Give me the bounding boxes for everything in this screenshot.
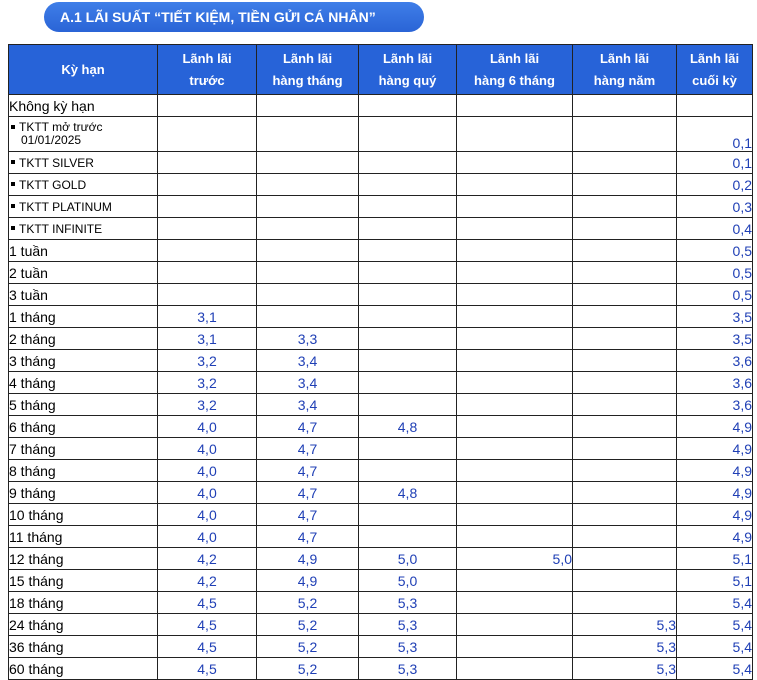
term-label-text: 12 tháng <box>9 550 64 567</box>
table-row <box>9 117 753 152</box>
section-title: A.1 LÃI SUẤT “TIẾT KIỆM, TIỀN GỬI CÁ NHÂN” <box>44 2 424 32</box>
rate-cell-annual <box>573 218 677 240</box>
rate-cell-upfront: 3,1 <box>158 306 257 328</box>
rate-cell-monthly <box>257 306 359 328</box>
rate-cell-monthly <box>257 196 359 218</box>
table-row <box>9 636 753 658</box>
rate-cell-annual <box>573 460 677 482</box>
bullet-icon <box>11 160 15 164</box>
table-row <box>9 152 753 174</box>
rate-cell-semiannual <box>457 438 573 460</box>
rate-cell-monthly: 5,2 <box>257 658 359 680</box>
rate-cell-maturity: 4,9 <box>677 438 753 460</box>
term-label <box>9 504 158 526</box>
term-label <box>9 328 158 350</box>
rate-cell-maturity: 3,6 <box>677 350 753 372</box>
rate-cell-semiannual <box>457 636 573 658</box>
rate-cell-monthly: 4,9 <box>257 570 359 592</box>
term-label-text: Không kỳ hạn <box>9 97 95 114</box>
rate-cell-maturity: 0,1 <box>677 152 753 174</box>
rate-cell-quarterly <box>359 240 457 262</box>
rate-cell-semiannual <box>457 284 573 306</box>
table-row <box>9 218 753 240</box>
rate-cell-monthly: 4,7 <box>257 504 359 526</box>
term-label <box>9 460 158 482</box>
table-row <box>9 526 753 548</box>
table-row <box>9 306 753 328</box>
table-row <box>9 174 753 196</box>
rate-cell-quarterly <box>359 372 457 394</box>
term-label <box>9 117 158 152</box>
rate-cell-semiannual <box>457 328 573 350</box>
rate-cell-quarterly <box>359 438 457 460</box>
rate-cell-upfront: 3,2 <box>158 394 257 416</box>
rate-cell-quarterly <box>359 95 457 117</box>
term-label-text: 10 tháng <box>9 506 64 523</box>
rate-cell-monthly <box>257 262 359 284</box>
rate-cell-annual: 5,3 <box>573 658 677 680</box>
term-label-text: TKTT PLATINUM <box>19 199 112 214</box>
bullet-icon <box>11 226 15 230</box>
rate-cell-upfront: 4,0 <box>158 416 257 438</box>
rate-cell-annual <box>573 438 677 460</box>
rate-cell-semiannual <box>457 526 573 548</box>
rate-cell-quarterly <box>359 328 457 350</box>
rate-cell-maturity: 5,4 <box>677 658 753 680</box>
rate-cell-semiannual <box>457 460 573 482</box>
table-row <box>9 438 753 460</box>
rate-cell-maturity: 5,4 <box>677 614 753 636</box>
rate-cell-upfront <box>158 196 257 218</box>
rate-cell-upfront: 4,0 <box>158 460 257 482</box>
table-row <box>9 548 753 570</box>
rate-cell-upfront <box>158 240 257 262</box>
rate-cell-quarterly: 5,3 <box>359 636 457 658</box>
term-label <box>9 394 158 416</box>
rate-cell-upfront: 4,5 <box>158 636 257 658</box>
term-label-text: 3 tháng <box>9 352 56 369</box>
term-label <box>9 614 158 636</box>
rate-cell-maturity: 4,9 <box>677 526 753 548</box>
term-label-text: 9 tháng <box>9 484 56 501</box>
rate-cell-quarterly: 5,3 <box>359 592 457 614</box>
rate-cell-upfront: 4,2 <box>158 570 257 592</box>
table-row <box>9 592 753 614</box>
bullet-icon <box>11 204 15 208</box>
term-label-text: 6 tháng <box>9 418 56 435</box>
term-label <box>9 95 158 117</box>
rate-cell-maturity: 0,4 <box>677 218 753 240</box>
rate-cell-semiannual <box>457 350 573 372</box>
rate-cell-semiannual <box>457 614 573 636</box>
rate-cell-maturity: 3,5 <box>677 306 753 328</box>
rate-cell-upfront <box>158 262 257 284</box>
rate-cell-upfront <box>158 174 257 196</box>
rate-cell-annual <box>573 372 677 394</box>
rate-cell-semiannual <box>457 394 573 416</box>
term-label <box>9 636 158 658</box>
term-label-text: 11 tháng <box>9 528 63 545</box>
rate-cell-annual <box>573 196 677 218</box>
header-interest-quarterly: Lãnh lãi hàng quý <box>359 45 457 95</box>
rate-cell-annual <box>573 350 677 372</box>
rate-cell-semiannual <box>457 658 573 680</box>
term-label <box>9 548 158 570</box>
term-label <box>9 262 158 284</box>
rate-cell-annual <box>573 526 677 548</box>
term-label <box>9 350 158 372</box>
header-interest-annual: Lãnh lãi hàng năm <box>573 45 677 95</box>
rate-cell-annual <box>573 174 677 196</box>
rate-cell-monthly <box>257 152 359 174</box>
term-label <box>9 526 158 548</box>
rate-cell-semiannual <box>457 218 573 240</box>
rate-cell-quarterly: 5,3 <box>359 614 457 636</box>
rate-cell-quarterly <box>359 174 457 196</box>
term-label <box>9 196 158 218</box>
rate-cell-maturity: 5,4 <box>677 592 753 614</box>
rate-cell-maturity <box>677 95 753 117</box>
bullet-icon <box>11 125 15 129</box>
rate-cell-monthly: 5,2 <box>257 614 359 636</box>
rate-cell-maturity: 0,3 <box>677 196 753 218</box>
rate-cell-upfront: 4,5 <box>158 658 257 680</box>
rate-cell-semiannual <box>457 262 573 284</box>
rate-cell-maturity: 3,6 <box>677 394 753 416</box>
rate-cell-monthly: 3,3 <box>257 328 359 350</box>
rate-cell-semiannual <box>457 196 573 218</box>
rate-cell-upfront: 4,0 <box>158 526 257 548</box>
rate-cell-annual <box>573 504 677 526</box>
rate-cell-maturity: 4,9 <box>677 504 753 526</box>
term-label-text-line2: 01/01/2025 <box>21 133 82 147</box>
rate-cell-quarterly: 5,0 <box>359 548 457 570</box>
rate-cell-annual <box>573 117 677 152</box>
term-label <box>9 174 158 196</box>
table-row <box>9 460 753 482</box>
rate-cell-monthly <box>257 218 359 240</box>
rate-cell-maturity: 5,1 <box>677 548 753 570</box>
rate-cell-semiannual: 5,0 <box>457 548 573 570</box>
term-label-text: TKTT INFINITE <box>19 221 103 236</box>
rate-cell-annual <box>573 548 677 570</box>
rate-cell-quarterly <box>359 460 457 482</box>
rate-cell-upfront: 4,5 <box>158 592 257 614</box>
rate-cell-upfront: 3,1 <box>158 328 257 350</box>
rate-cell-quarterly <box>359 284 457 306</box>
table-row <box>9 658 753 680</box>
table-row <box>9 482 753 504</box>
rate-cell-semiannual <box>457 570 573 592</box>
table-row <box>9 262 753 284</box>
term-label-text: 5 tháng <box>9 396 56 413</box>
term-label-text: 4 tháng <box>9 374 56 391</box>
table-row <box>9 394 753 416</box>
term-label <box>9 306 158 328</box>
rate-cell-monthly: 3,4 <box>257 350 359 372</box>
rate-cell-annual <box>573 570 677 592</box>
table-row <box>9 614 753 636</box>
table-row <box>9 284 753 306</box>
rate-cell-monthly: 5,2 <box>257 636 359 658</box>
term-label <box>9 482 158 504</box>
rate-cell-semiannual <box>457 482 573 504</box>
rate-cell-upfront <box>158 152 257 174</box>
rate-cell-quarterly: 5,3 <box>359 658 457 680</box>
term-label-text: TKTT mở trước <box>19 120 103 134</box>
rate-cell-maturity: 0,5 <box>677 262 753 284</box>
term-label-text: 24 tháng <box>9 616 64 633</box>
rate-cell-quarterly: 4,8 <box>359 482 457 504</box>
rate-cell-maturity: 5,4 <box>677 636 753 658</box>
rate-cell-annual <box>573 306 677 328</box>
rate-cell-quarterly <box>359 196 457 218</box>
term-label <box>9 570 158 592</box>
rate-cell-monthly: 3,4 <box>257 372 359 394</box>
rate-cell-semiannual <box>457 592 573 614</box>
term-label <box>9 218 158 240</box>
rate-cell-quarterly: 4,8 <box>359 416 457 438</box>
rate-cell-annual <box>573 394 677 416</box>
rate-cell-semiannual <box>457 174 573 196</box>
table-row <box>9 372 753 394</box>
term-label <box>9 284 158 306</box>
rate-cell-maturity: 4,9 <box>677 460 753 482</box>
rate-cell-upfront: 4,0 <box>158 482 257 504</box>
rate-cell-maturity: 0,2 <box>677 174 753 196</box>
rate-cell-maturity: 4,9 <box>677 416 753 438</box>
table-row <box>9 350 753 372</box>
term-label <box>9 438 158 460</box>
rate-cell-upfront: 3,2 <box>158 350 257 372</box>
rate-cell-quarterly <box>359 350 457 372</box>
header-term: Kỳ hạn <box>9 45 158 95</box>
table-row <box>9 95 753 117</box>
rate-cell-upfront <box>158 218 257 240</box>
interest-rate-table <box>8 44 753 680</box>
rate-cell-annual <box>573 152 677 174</box>
rate-cell-annual <box>573 95 677 117</box>
term-label-text: 2 tháng <box>9 330 56 347</box>
term-label-text: 2 tuần <box>9 264 48 281</box>
term-label-text: 1 tuần <box>9 242 48 259</box>
rate-cell-upfront: 3,2 <box>158 372 257 394</box>
rate-cell-quarterly <box>359 526 457 548</box>
rate-cell-upfront <box>158 284 257 306</box>
rate-cell-annual: 5,3 <box>573 636 677 658</box>
table-row <box>9 240 753 262</box>
rate-cell-quarterly <box>359 504 457 526</box>
rate-cell-maturity: 0,1 <box>677 117 753 152</box>
header-interest-semiannual: Lãnh lãi hàng 6 tháng <box>457 45 573 95</box>
header-interest-maturity: Lãnh lãi cuối kỳ <box>677 45 753 95</box>
table-header-row <box>9 45 753 95</box>
rate-cell-semiannual <box>457 117 573 152</box>
table-row <box>9 504 753 526</box>
term-label-text: 60 tháng <box>9 660 64 677</box>
rate-cell-monthly: 4,9 <box>257 548 359 570</box>
rate-cell-monthly: 4,7 <box>257 460 359 482</box>
rate-cell-quarterly <box>359 218 457 240</box>
rate-cell-monthly <box>257 95 359 117</box>
rate-cell-monthly <box>257 117 359 152</box>
header-interest-upfront: Lãnh lãi trước <box>158 45 257 95</box>
rate-cell-annual <box>573 284 677 306</box>
rate-cell-annual <box>573 262 677 284</box>
term-label-text: TKTT GOLD <box>19 177 87 192</box>
rate-cell-upfront: 4,0 <box>158 438 257 460</box>
rate-cell-semiannual <box>457 504 573 526</box>
rate-cell-semiannual <box>457 416 573 438</box>
rate-cell-monthly <box>257 174 359 196</box>
rate-cell-monthly: 5,2 <box>257 592 359 614</box>
rate-cell-monthly <box>257 240 359 262</box>
table-row <box>9 416 753 438</box>
rate-cell-semiannual <box>457 95 573 117</box>
term-label <box>9 372 158 394</box>
term-label <box>9 152 158 174</box>
rate-cell-semiannual <box>457 152 573 174</box>
term-label <box>9 658 158 680</box>
term-label-text: 18 tháng <box>9 594 64 611</box>
term-label-text: 7 tháng <box>9 440 56 457</box>
rate-cell-maturity: 0,5 <box>677 284 753 306</box>
rate-cell-quarterly <box>359 117 457 152</box>
rate-cell-maturity: 5,1 <box>677 570 753 592</box>
rate-cell-semiannual <box>457 306 573 328</box>
term-label-text: 3 tuần <box>9 286 48 303</box>
rate-cell-monthly: 3,4 <box>257 394 359 416</box>
rate-cell-maturity: 3,6 <box>677 372 753 394</box>
table-row <box>9 328 753 350</box>
table-row <box>9 196 753 218</box>
rate-cell-maturity: 4,9 <box>677 482 753 504</box>
rate-cell-maturity: 3,5 <box>677 328 753 350</box>
term-label <box>9 240 158 262</box>
rate-cell-monthly: 4,7 <box>257 482 359 504</box>
rate-cell-maturity: 0,5 <box>677 240 753 262</box>
term-label-text: 8 tháng <box>9 462 56 479</box>
rate-cell-quarterly <box>359 306 457 328</box>
term-label-text: TKTT SILVER <box>19 155 94 170</box>
rate-cell-upfront: 4,2 <box>158 548 257 570</box>
rate-cell-upfront <box>158 95 257 117</box>
rate-cell-annual <box>573 416 677 438</box>
header-interest-monthly: Lãnh lãi hàng tháng <box>257 45 359 95</box>
rate-cell-quarterly <box>359 262 457 284</box>
term-label-text: 1 tháng <box>9 308 56 325</box>
table-row <box>9 570 753 592</box>
rate-cell-upfront <box>158 117 257 152</box>
bullet-icon <box>11 182 15 186</box>
rate-cell-quarterly <box>359 394 457 416</box>
rate-cell-monthly: 4,7 <box>257 416 359 438</box>
rate-cell-annual: 5,3 <box>573 614 677 636</box>
rate-cell-upfront: 4,0 <box>158 504 257 526</box>
rate-cell-monthly: 4,7 <box>257 438 359 460</box>
rate-cell-monthly: 4,7 <box>257 526 359 548</box>
rate-cell-upfront: 4,5 <box>158 614 257 636</box>
rate-cell-annual <box>573 482 677 504</box>
rate-cell-monthly <box>257 284 359 306</box>
rate-cell-semiannual <box>457 372 573 394</box>
rate-cell-semiannual <box>457 240 573 262</box>
term-label <box>9 416 158 438</box>
rate-cell-quarterly: 5,0 <box>359 570 457 592</box>
rate-cell-annual <box>573 328 677 350</box>
rate-cell-quarterly <box>359 152 457 174</box>
term-label <box>9 592 158 614</box>
term-label-text: 36 tháng <box>9 638 64 655</box>
rate-cell-annual <box>573 240 677 262</box>
rate-cell-annual <box>573 592 677 614</box>
term-label-text: 15 tháng <box>9 572 64 589</box>
